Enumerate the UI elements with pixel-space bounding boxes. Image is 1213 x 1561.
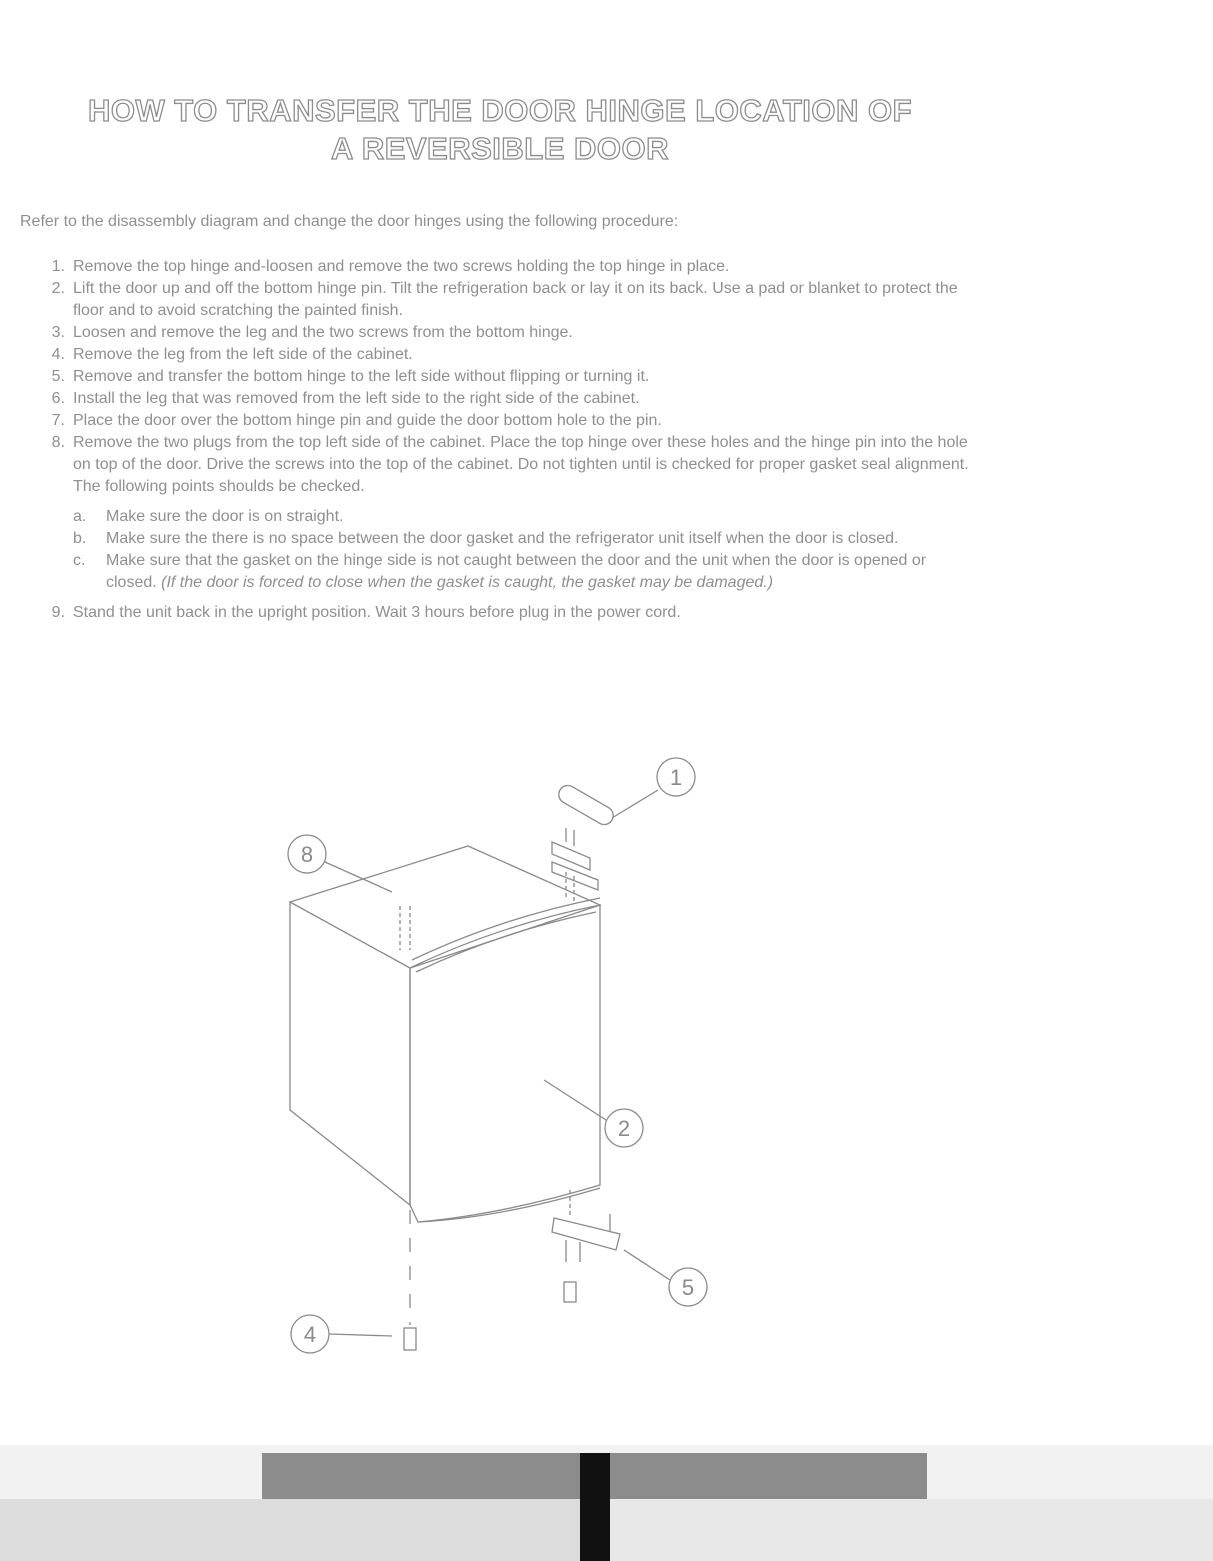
title-line-1: HOW TO TRANSFER THE DOOR HINGE LOCATION OF xyxy=(87,93,913,128)
step-number: 5. xyxy=(51,368,65,385)
band-left-block xyxy=(0,1499,580,1561)
leg-right xyxy=(564,1282,576,1302)
callout-8: 8 xyxy=(300,842,314,867)
step-item xyxy=(40,388,970,410)
step-item xyxy=(40,432,970,498)
step-number: 6. xyxy=(51,390,65,407)
intro-text: Refer to the disassembly diagram and change the door hinges using the following procedure: xyxy=(20,213,679,230)
top-hinge-plate-lower xyxy=(552,862,598,890)
title-line-2: A REVERSIBLE DOOR xyxy=(330,131,670,166)
step-item xyxy=(40,410,970,432)
hinge-cover xyxy=(556,782,617,828)
cabinet-side xyxy=(290,902,410,1205)
step-text: Place the door over the bottom hinge pin and guide the door bottom hole to the pin. xyxy=(73,412,662,429)
caution-note: (If the door is forced to close when the gasket is caught, the gasket may be damaged.) xyxy=(161,574,774,591)
callout-2: 2 xyxy=(617,1116,631,1141)
sub-letter: a. xyxy=(73,508,87,525)
step-number: 4. xyxy=(51,346,65,363)
step-text: Remove the two plugs from the top left side of the cabinet. Place the top hinge over these holes and the hinge pin into the hole on top of the door. Drive the screws into the top of the cabinet. Do not tighten until is checked for proper gasket seal alignment. The following points shoulds be checked. xyxy=(73,434,969,495)
step-text: Remove the leg from the left side of the cabinet. xyxy=(73,346,413,363)
step-item xyxy=(40,344,970,366)
page-title xyxy=(40,92,960,168)
callout-1: 1 xyxy=(669,765,683,790)
step-text: Loosen and remove the leg and the two screws from the bottom hinge. xyxy=(73,324,573,341)
top-hinge-plate xyxy=(552,842,590,870)
cabinet-top xyxy=(290,846,600,968)
sub-item xyxy=(40,506,970,528)
sub-checklist xyxy=(40,506,970,594)
callout-5: 5 xyxy=(681,1275,695,1300)
sub-text: Make sure that the gasket on the hinge side is not caught between the door and the unit when the door is opened or closed. xyxy=(106,552,927,591)
step-item xyxy=(40,602,970,624)
door-handle-groove xyxy=(416,912,596,972)
sub-item xyxy=(40,550,970,594)
step-number: 9. xyxy=(51,604,65,621)
leader-5 xyxy=(624,1250,670,1280)
step-text: Lift the door up and off the bottom hinge pin. Tilt the refrigeration back or lay it on its back. Use a pad or blanket to protect the floor and to avoid scratching the painted finish. xyxy=(73,280,958,319)
scan-artifact-band xyxy=(0,1445,1213,1561)
step-number: 3. xyxy=(51,324,65,341)
step-number: 2. xyxy=(51,280,65,297)
step-number: 8. xyxy=(51,434,65,451)
sub-text: Make sure the door is on straight. xyxy=(106,508,344,525)
step-item xyxy=(40,366,970,388)
procedure-list xyxy=(40,256,970,624)
step-text: Stand the unit back in the upright position. Wait 3 hours before plug in the power cord. xyxy=(73,604,681,621)
step-number: 1. xyxy=(51,258,65,275)
step-item xyxy=(40,278,970,322)
leader-1 xyxy=(612,790,658,818)
sub-letter: b. xyxy=(73,530,87,547)
step-text: Remove and transfer the bottom hinge to the left side without flipping or turning it. xyxy=(73,368,650,385)
step-item xyxy=(40,322,970,344)
step-text: Install the leg that was removed from the left side to the right side of the cabinet. xyxy=(73,390,640,407)
step-number: 7. xyxy=(51,412,65,429)
sub-letter: c. xyxy=(73,552,86,569)
door-front xyxy=(410,905,600,1222)
sub-text: Make sure the there is no space between the door gasket and the refrigerator unit itself when the door is closed. xyxy=(106,530,899,547)
leader-2 xyxy=(544,1080,606,1120)
disassembly-diagram xyxy=(0,740,1213,1440)
step-item xyxy=(40,256,970,278)
sub-item xyxy=(40,528,970,550)
band-black-bar xyxy=(580,1453,610,1561)
leader-4 xyxy=(329,1334,392,1336)
band-right-block xyxy=(610,1499,1213,1561)
step-text: Remove the top hinge and-loosen and remove the two screws holding the top hinge in place. xyxy=(73,258,730,275)
callout-4: 4 xyxy=(303,1322,317,1347)
leg-left xyxy=(404,1328,416,1350)
